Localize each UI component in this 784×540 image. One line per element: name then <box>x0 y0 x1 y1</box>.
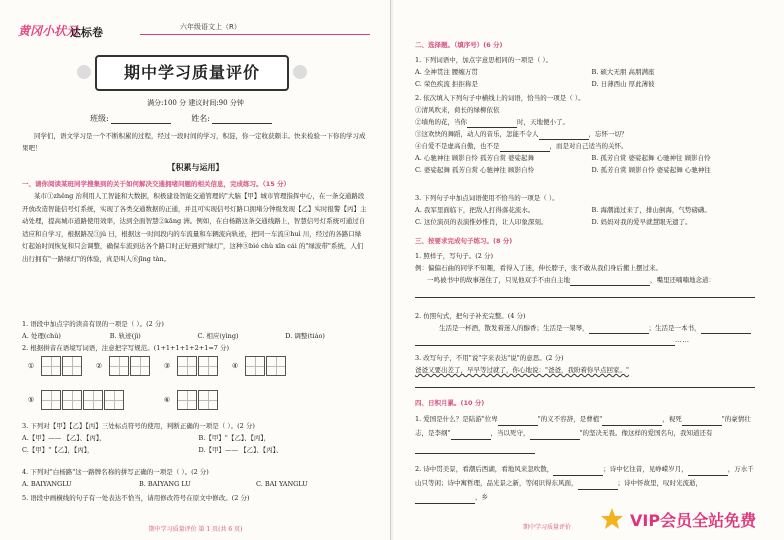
grid-label-6: ⑥ <box>163 396 171 404</box>
accumulate-2-part-3: ，万水千山只等闲；诗中寓哲理，品光景之新，等闲识得东风面， <box>415 465 754 487</box>
choice-2-line-3 <box>415 128 760 140</box>
accumulate-2-part-5: 诗中怀故里，叹时光流逝， <box>624 479 702 487</box>
question-3 <box>22 420 367 456</box>
vip-text: VIP会员全站免费 <box>630 510 757 530</box>
part1-heading: 一、请你阅读某班同学搜集到的关于如何解决交通拥堵问题的相关信息，完成练习。（15 分） <box>22 180 291 188</box>
sentence-2 <box>415 310 760 346</box>
blank[interactable] <box>553 466 603 476</box>
option-d[interactable]: D. 日薄西山 厚此薄彼 <box>591 80 655 88</box>
name-label: 姓名: <box>191 114 210 123</box>
sentence-2-mid: ；生活是一本书， <box>648 324 701 332</box>
line-3-end: ，忘怀一切？ <box>588 130 628 138</box>
blank[interactable] <box>415 444 535 454</box>
blank[interactable] <box>688 466 728 476</box>
sentence-3 <box>415 352 760 388</box>
sentence-3-example: 爸爸又要出差了，早早等过就了，你心地说："爸爸，我盼着你早点回家。" <box>415 366 629 374</box>
question-3-text: 3. 下列对【甲】【乙】【丙】三处标点符号的使用，判断正确的一项是（ ）。(2 分) <box>22 422 255 430</box>
score-line: 满分:100 分 建议时间:90 分钟 <box>147 99 244 107</box>
option-b[interactable]: B. 硕大无朋 高朋满座 <box>591 68 655 76</box>
brand-logo: 黄冈小状元 <box>18 24 79 38</box>
class-blank[interactable] <box>111 114 171 124</box>
option-b[interactable]: B. BAIYANG LU <box>139 480 191 488</box>
choice-2-line-1: ①清风吹来，荷长的绿柳依依 <box>415 106 500 114</box>
grid-cell[interactable] <box>130 356 150 376</box>
grade-label: 六年级语文上（R） <box>180 23 241 31</box>
accumulate-2-part-4: ； <box>617 479 624 487</box>
choice-1-options <box>415 66 760 90</box>
grid-set-5 <box>22 390 124 410</box>
part3-heading: 三、按要求完成句子练习。(8 分) <box>415 237 513 245</box>
grid-cell[interactable] <box>104 390 124 410</box>
choice-2-line-2 <box>415 116 760 128</box>
blank[interactable] <box>500 142 550 152</box>
line-4-start: ④自爱不是虚高自傲，也不是 <box>415 142 500 150</box>
sentence-2-line <box>415 322 760 334</box>
blank[interactable] <box>539 130 589 140</box>
choice-2-line-4 <box>415 140 760 152</box>
grid-cell[interactable] <box>41 356 61 376</box>
blank[interactable] <box>701 324 751 334</box>
accumulate-1-part-6: "的坚决无畏。像这样的爱国名句，我知道还有 <box>579 429 713 437</box>
part4-heading: 四、日积月累。(10 分) <box>415 399 485 407</box>
class-label: 班级: <box>90 114 109 123</box>
grid-cell[interactable] <box>177 390 197 410</box>
grid-cell[interactable] <box>62 390 82 410</box>
sentence-3-answer-line <box>415 376 760 388</box>
class-name-line <box>90 113 290 124</box>
sentence-1-text: 1. 照样子，写句子。(2 分) <box>415 252 494 260</box>
blank[interactable] <box>570 276 650 286</box>
grid-label-1: ① <box>27 362 35 370</box>
question-2-text: 2. 根据拼音在语境写词语，注意把字写规范。(1+1+1+1+2+1=7 分) <box>22 344 230 352</box>
option-a[interactable]: A. BAIYANGLU <box>22 480 72 488</box>
accumulate-1-part-5: ，当以死守， <box>490 429 530 437</box>
sentence-1-start: 一鸣被书中的故事迷住了，只见他双手不由自主地 <box>427 276 570 284</box>
grid-cell[interactable] <box>266 356 286 376</box>
blank[interactable] <box>467 118 517 128</box>
accumulate-2-part-6: ，乡 <box>475 493 488 501</box>
sentence-1-answer-line <box>415 286 760 298</box>
accumulate-1-part-1: 1. 爱国是什么？是陆游"位卑 <box>415 415 498 423</box>
option-a[interactable]: A.【甲】—— 【乙】、【丙】， <box>22 434 106 442</box>
part2-heading: 二、选择题。（填序号）(6 分) <box>415 41 503 49</box>
question-1-text: 1. 语段中加点字的读音有误的一项是（ ）。(2 分) <box>22 320 164 328</box>
pinyin-grid-row-2 <box>22 390 218 410</box>
blank[interactable] <box>602 416 662 426</box>
answer-blank[interactable] <box>415 378 755 388</box>
accumulate-2-part-2: ；诗中忆往昔，见峥嵘岁月， <box>603 465 688 473</box>
question-4-text: 4. 下列对"白杨路"这一路牌名称的拼写正确的一项是（ ）。(2 分) <box>22 468 209 476</box>
choice-2-text: 2. 依次填入下列句子中横线上的词语，恰当的一项是（ ）。 <box>415 94 585 102</box>
option-d[interactable]: D. 妈妈对我的爱早就慧眼无遗了。 <box>591 218 692 226</box>
accumulate-2 <box>415 462 760 504</box>
answer-blank[interactable] <box>415 288 755 298</box>
option-d[interactable]: D. 调整(tiáo) <box>285 332 325 340</box>
option-b[interactable]: B.【甲】"【乙】、【丙】， <box>198 434 271 442</box>
question-5-text: 5. 语段中画横线的句子有一处表达不恰当，请用修改符号在原文中修改。(2 分) <box>22 494 250 502</box>
option-a[interactable]: A. 处理(chǔ) <box>22 332 61 340</box>
blank[interactable] <box>589 324 649 334</box>
grid-cell[interactable] <box>41 390 61 410</box>
question-4 <box>22 466 367 490</box>
option-c[interactable]: C. 荣色疾流 拒拒称是 <box>415 80 478 88</box>
blank[interactable] <box>578 480 618 490</box>
choice-1-text: 1. 下列词语中，加点字意思相同的一项是（ ）。 <box>415 56 553 64</box>
option-c[interactable]: C. 婆娑起舞 孤芳自赏 心驰神往 顾影自怜 <box>415 166 535 174</box>
choice-3-options <box>415 204 760 228</box>
grid-label-5: ⑤ <box>27 396 35 404</box>
choice-2 <box>415 92 760 176</box>
grid-label-3: ③ <box>163 362 171 370</box>
accumulate-1-part-2: "的义不容辞，是曹植" <box>537 415 603 423</box>
question-1-options <box>22 330 367 342</box>
grid-cell[interactable] <box>198 390 218 410</box>
grid-cell[interactable] <box>245 356 265 376</box>
option-a[interactable]: A. 我军里面临下，把敌人打得落花流水。 <box>415 206 535 214</box>
option-b[interactable]: B. 海潮涌过来了，排山倒海，气势磅礴。 <box>591 206 711 214</box>
sentence-2-start: 生活是一杯酒，散发着迷人的醇香；生活是一架琴， <box>439 324 589 332</box>
grid-cell[interactable] <box>62 356 82 376</box>
question-4-options <box>22 478 367 490</box>
grade-header <box>140 22 370 35</box>
accumulate-2-part-1: 2. 诗中贯美景，看潮后西湖，看地风来忽吹散， <box>415 465 554 473</box>
star-icon <box>600 507 624 531</box>
section-heading: 【积累与运用】 <box>167 162 224 172</box>
question-3-options <box>22 432 367 456</box>
intro-text: 同学们，语文学习是一个不断积累的过程，经过一段时间的学习，积淀，你一定收获颇丰。快来检验一下你的学习成果吧！ <box>22 132 366 152</box>
blank[interactable] <box>451 430 491 440</box>
option-a[interactable]: A. 全神贯注 腰缠万贯 <box>415 68 478 76</box>
blank[interactable] <box>498 416 538 426</box>
sentence-1-example: 例：偏偏石曲的同学不知趣，看得入了迷，伸长脖子，张不敢从我们身后搬上摆过来。 <box>415 264 662 272</box>
right-footer: 期中学习质量评价 <box>523 524 572 531</box>
accumulate-1-part-4: "的豪情壮志，是李纲" <box>415 415 751 437</box>
pinyin-grid-row-1 <box>22 356 286 376</box>
grid-cell[interactable] <box>198 356 218 376</box>
line-3-start: ③这欢快的舞蹈，动人的音乐，怎能不令人 <box>415 130 539 138</box>
line-2-start: ②墙角的花，当你 <box>415 118 467 126</box>
grid-label-4: ④ <box>231 362 239 370</box>
choice-3-text: 3. 下列句子中加点词语使用不恰当的一项是（ ）。 <box>415 194 559 202</box>
option-b[interactable]: B. 孤芳自赏 婆娑起舞 心驰神往 顾影自怜 <box>591 154 711 162</box>
line-2-end: 时，天地便小了。 <box>517 118 569 126</box>
grid-set-4 <box>226 356 286 376</box>
page-title: 期中学习质量评价 <box>95 55 289 91</box>
sentence-1 <box>415 250 760 298</box>
option-c[interactable]: C. 这位演员的表演惟妙惟肖，让人印象深刻。 <box>415 218 548 226</box>
grid-set-3 <box>158 356 218 376</box>
line-4-end: ，而是对自己适当的关怀。 <box>549 142 628 150</box>
sentence-1-end: ，嘴里还喃喃地念道： <box>650 276 715 284</box>
choice-1 <box>415 54 760 90</box>
grid-set-2 <box>90 356 150 376</box>
blank[interactable] <box>415 494 475 504</box>
choice-2-options <box>415 152 760 176</box>
grid-set-6 <box>158 390 218 410</box>
grid-cell[interactable] <box>177 356 197 376</box>
sentence-1-line <box>415 274 760 286</box>
name-blank[interactable] <box>212 114 272 124</box>
sentence-3-text: 3. 改写句子，不用"说"字来表达"说"的意思。(2 分) <box>415 354 564 362</box>
option-d[interactable]: D. 孤芳自赏 顾影自怜 婆娑起舞 心驰神往 <box>591 166 711 174</box>
grid-label-2: ② <box>95 362 103 370</box>
question-1 <box>22 318 367 342</box>
sentence-2-answer-line <box>415 334 760 346</box>
option-c[interactable]: C.【甲】"【乙】，【丙】， <box>22 446 94 454</box>
grid-set-1 <box>22 356 82 376</box>
left-footer: 期中学习质量评价 第 1 页(共 6 页) <box>148 526 243 533</box>
sentence-2-text: 2. 仿照句式，把句子补充完整。(4 分) <box>415 312 526 320</box>
ellipsis: …… <box>675 336 690 344</box>
vip-banner[interactable] <box>600 502 784 536</box>
choice-3 <box>415 192 760 228</box>
accumulate-1-part-3: ，视死 <box>662 415 682 423</box>
option-b[interactable]: B. 轨迹(jì) <box>109 332 141 340</box>
brand-subtitle: 达标卷 <box>70 26 103 39</box>
grid-cell[interactable] <box>109 356 129 376</box>
accumulate-1 <box>415 412 760 454</box>
reading-passage: 某市①zhěng 治利用人工智能和大数据，积极建设智能交通管理的"大脑【甲】城市管理指挥中心，在一条交通路段开放改造智能信号灯系统，实现了各类交通数据的正通，并且可实现信号灯路口拥堵分钟级发现【乙】实时报警【丙】主动处理，提高城市道路使用效率，达到全面智慧②kāng 洲。例如，在白杨路这条交通线路上，智慧信号灯系统可通过自适应和自学习，根据路况③jǔ 日，根据这一时间段内的车流量和车辆流向轨迹，把同一车流④huì 川，经过的各路口绿灯起始时间恢复和只会调整，确保车流到达各个路口时正好遇到"绿灯"，这种⑤bié chù xīn cái 的"绿波带"系统，人们出行拥有"一路绿灯"的体验，真是叫人⑥jīng tàn。 <box>22 192 367 263</box>
option-c[interactable]: C. BAI YANGLU <box>256 480 308 488</box>
blank[interactable] <box>530 430 580 440</box>
left-page <box>0 0 391 540</box>
answer-blank[interactable] <box>415 336 675 346</box>
blank[interactable] <box>682 416 722 426</box>
grid-cell[interactable] <box>83 390 103 410</box>
right-page <box>393 0 784 540</box>
option-d[interactable]: D.【甲】—— 【乙】、【丙】、 <box>198 446 283 454</box>
option-a[interactable]: A. 心驰神往 顾影自怜 孤芳自赏 婆娑起舞 <box>415 154 535 162</box>
option-c[interactable]: C. 相应(yìng) <box>197 332 239 340</box>
